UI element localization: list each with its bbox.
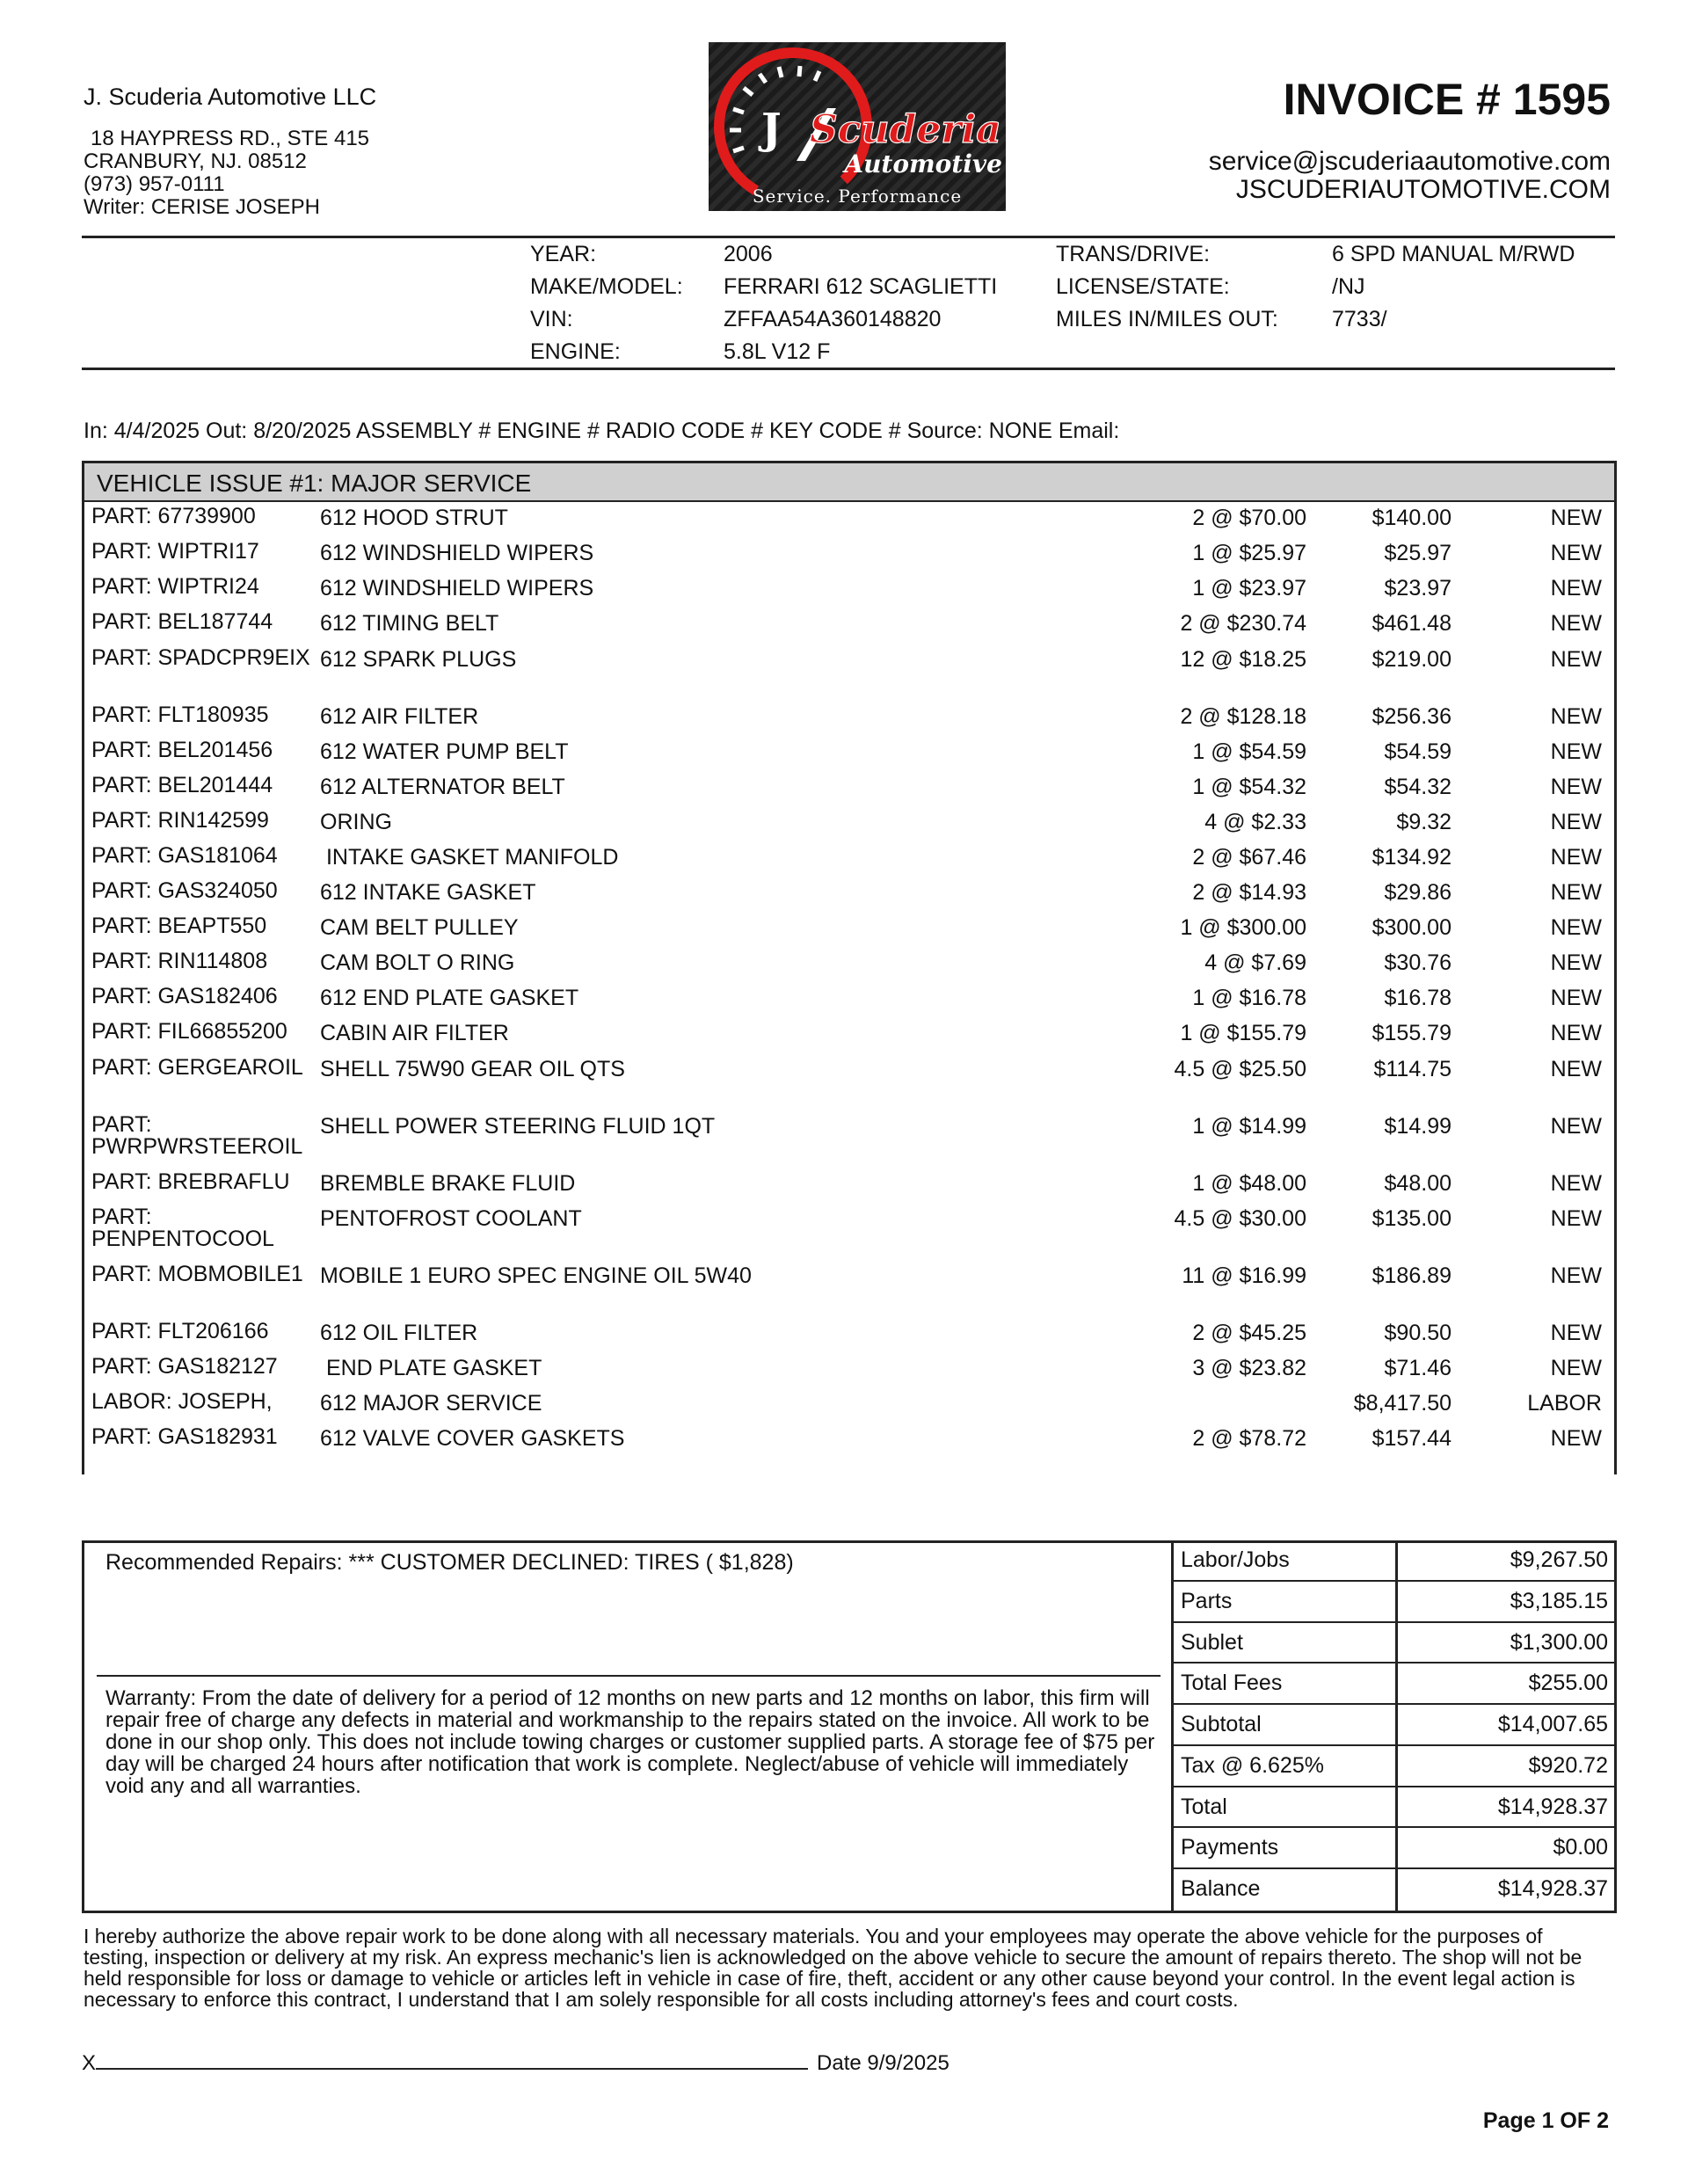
totals-separator (1395, 1582, 1398, 1621)
part-amount: $54.32 (1384, 775, 1452, 799)
logo-tagline: Service. Performance (752, 186, 963, 207)
summary-box (82, 1540, 1617, 1913)
signature-prefix: X (82, 2051, 97, 2075)
part-quantity-price: 1 @ $155.79 (1180, 1021, 1306, 1045)
part-description: 612 END PLATE GASKET (320, 986, 579, 1010)
totals-row (1171, 1869, 1617, 1911)
part-quantity-price: 1 @ $54.32 (1192, 775, 1306, 799)
part-type: NEW (1550, 775, 1602, 799)
part-amount: $48.00 (1384, 1171, 1452, 1196)
part-description: SHELL 75W90 GEAR OIL QTS (320, 1057, 625, 1081)
authorization-text: I hereby authorize the above repair work to be done along with all necessary materials. You and your employees may operate the above vehicle for the purposes of testing, inspection or delivery at my risk. An express mechanic's lien is acknowledged on the above vehicle to secure the amount of repairs thereto. The shop will not be held responsible for loss or damage to vehicle or articles left in vehicle in case of fire, theft, accident or any other cause beyond your control. In the event legal action is necessary to enforce this contract, I understand that I am solely responsible for all costs including attorney's fees and court costs. (84, 1925, 1582, 2011)
part-type: NEW (1550, 1021, 1602, 1045)
part-amount: $114.75 (1373, 1057, 1452, 1081)
part-code: PART: BEAPT550 (91, 914, 267, 938)
page-number: Page 1 OF 2 (1482, 2108, 1609, 2133)
trans-label: TRANS/DRIVE: (1056, 242, 1211, 266)
warranty-text: Warranty: From the date of delivery for a period of 12 months on new parts and 12 months on labor, this firm will repair free of charge any defects in material and workmanship to the repairs stated on the invoice. All work to be done in our shop only. This does not include towing charges or customer supplied parts. A storage fee of $75 per day will be charged 24 hours after notification that work is complete. Neglect/abuse of vehicle will immediately void any and all warranties. (106, 1686, 1155, 1798)
logo-scuderia: Scuderia (810, 107, 1001, 152)
part-description: 612 INTAKE GASKET (320, 880, 536, 905)
part-quantity-price: 1 @ $48.00 (1192, 1171, 1306, 1196)
part-description: 612 SPARK PLUGS (320, 647, 517, 672)
part-quantity-price: 2 @ $128.18 (1180, 704, 1306, 729)
part-amount: $30.76 (1384, 950, 1452, 975)
part-description: SHELL POWER STEERING FLUID 1QT (320, 1114, 716, 1139)
part-amount: $25.97 (1384, 541, 1452, 565)
part-code: PART: RIN142599 (91, 808, 269, 833)
part-type: NEW (1550, 880, 1602, 905)
part-quantity-price: 2 @ $70.00 (1192, 506, 1306, 530)
part-description: 612 AIR FILTER (320, 704, 479, 729)
totals-value: $255.00 (1528, 1671, 1608, 1696)
part-code: PART: PWRPWRSTEEROIL (91, 1112, 303, 1159)
part-amount: $29.86 (1384, 880, 1452, 905)
part-type: NEW (1550, 704, 1602, 729)
signature-field[interactable] (96, 2049, 808, 2070)
part-type: NEW (1550, 950, 1602, 975)
totals-separator (1395, 1787, 1398, 1827)
part-quantity-price: 4 @ $7.69 (1204, 950, 1306, 975)
totals-value: $1,300.00 (1510, 1629, 1608, 1655)
totals-value: $3,185.15 (1510, 1588, 1608, 1613)
part-code: PART: GAS181064 (91, 843, 278, 868)
part-code: PART: FLT206166 (91, 1319, 269, 1343)
part-amount: $71.46 (1384, 1356, 1452, 1380)
part-description: CAM BOLT O RING (320, 950, 515, 975)
part-type: LABOR (1527, 1391, 1602, 1416)
logo-graphic (709, 42, 1006, 211)
part-type: NEW (1550, 1171, 1602, 1196)
totals-label: Subtotal (1181, 1712, 1262, 1737)
part-amount: $9.32 (1396, 810, 1452, 834)
totals-row (1171, 1828, 1617, 1869)
part-amount: $256.36 (1372, 704, 1452, 729)
part-amount: $140.00 (1372, 506, 1452, 530)
part-type: NEW (1550, 1356, 1602, 1380)
part-type: NEW (1550, 1057, 1602, 1081)
part-code: PART: BEL187744 (91, 609, 273, 634)
totals-label: Sublet (1181, 1629, 1243, 1655)
part-description: 612 VALVE COVER GASKETS (320, 1426, 625, 1451)
totals-value: $14,007.65 (1497, 1712, 1608, 1737)
part-description: 612 TIMING BELT (320, 611, 499, 636)
part-type: NEW (1550, 611, 1602, 636)
totals-row (1171, 1787, 1617, 1829)
totals-row (1171, 1705, 1617, 1746)
vin-label: VIN: (530, 307, 573, 331)
part-code: PART: BREBRAFLU (91, 1169, 290, 1194)
totals-label: Balance (1181, 1876, 1261, 1902)
make-label: MAKE/MODEL: (530, 274, 683, 299)
totals-value: $14,928.37 (1497, 1876, 1608, 1902)
part-code: PART: SPADCPR9EIX (91, 645, 310, 670)
totals-label: Total (1181, 1794, 1227, 1819)
service-meta-line: In: 4/4/2025 Out: 8/20/2025 ASSEMBLY # ENGINE # RADIO CODE # KEY CODE # Source: NONE Email: (84, 419, 1120, 443)
part-amount: $155.79 (1372, 1021, 1452, 1045)
vin-value: ZFFAA54A360148820 (724, 307, 942, 331)
part-code: PART: GAS182406 (91, 984, 278, 1008)
part-description: BREMBLE BRAKE FLUID (320, 1171, 576, 1196)
part-description: 612 ALTERNATOR BELT (320, 775, 565, 799)
totals-row (1171, 1540, 1617, 1582)
shop-email: service@jscuderiaautomotive.com (1208, 147, 1611, 176)
part-quantity-price: 11 @ $16.99 (1182, 1263, 1306, 1288)
part-amount: $54.59 (1384, 739, 1452, 764)
part-type: NEW (1550, 986, 1602, 1010)
part-code: PART: BEL201444 (91, 773, 273, 797)
part-code: PART: WIPTRI24 (91, 574, 259, 599)
part-type: NEW (1550, 915, 1602, 940)
totals-separator (1395, 1828, 1398, 1867)
address-line2: CRANBURY, NJ. 08512 (84, 149, 307, 173)
part-description: 612 WINDSHIELD WIPERS (320, 576, 594, 601)
part-quantity-price: 1 @ $23.97 (1192, 576, 1306, 601)
totals-separator (1395, 1705, 1398, 1744)
totals-label: Total Fees (1181, 1671, 1283, 1696)
part-amount: $186.89 (1372, 1263, 1452, 1288)
recommended-repairs: Recommended Repairs: *** CUSTOMER DECLINED: TIRES ( $1,828) (106, 1550, 794, 1575)
year-value: 2006 (724, 242, 773, 266)
part-code: PART: BEL201456 (91, 738, 273, 762)
totals-separator (1395, 1746, 1398, 1786)
totals-label: Parts (1181, 1588, 1233, 1613)
part-type: NEW (1550, 845, 1602, 870)
part-type: NEW (1550, 739, 1602, 764)
part-type: NEW (1550, 541, 1602, 565)
totals-row (1171, 1582, 1617, 1623)
totals-label: Payments (1181, 1835, 1279, 1860)
engine-label: ENGINE: (530, 339, 621, 364)
part-description: CAM BELT PULLEY (320, 915, 519, 940)
writer: Writer: CERISE JOSEPH (84, 195, 320, 219)
part-description: 612 MAJOR SERVICE (320, 1391, 542, 1416)
part-quantity-price: 2 @ $67.46 (1192, 845, 1306, 870)
part-amount: $134.92 (1372, 845, 1452, 870)
part-amount: $157.44 (1372, 1426, 1452, 1451)
shop-website: JSCUDERIAUTOMOTIVE.COM (1235, 175, 1611, 204)
part-amount: $8,417.50 (1353, 1391, 1452, 1416)
part-quantity-price: 12 @ $18.25 (1180, 647, 1306, 672)
part-code: PART: 67739900 (91, 504, 256, 528)
company-name: J. Scuderia Automotive LLC (84, 84, 377, 110)
miles-label: MILES IN/MILES OUT: (1056, 307, 1278, 331)
invoice-title: INVOICE # 1595 (1283, 75, 1611, 124)
part-amount: $135.00 (1372, 1206, 1452, 1231)
part-description: INTAKE GASKET MANIFOLD (320, 845, 619, 870)
company-logo (709, 42, 1006, 211)
totals-separator (1395, 1623, 1398, 1663)
part-code: PART: WIPTRI17 (91, 539, 259, 564)
part-code: PART: GAS182931 (91, 1424, 278, 1449)
part-description: PENTOFROST COOLANT (320, 1206, 582, 1231)
totals-row (1171, 1746, 1617, 1787)
totals-row (1171, 1623, 1617, 1664)
totals-separator (1395, 1663, 1398, 1703)
license-value: /NJ (1332, 274, 1365, 299)
issue-header (84, 463, 1614, 502)
license-label: LICENSE/STATE: (1056, 274, 1230, 299)
logo-automotive: Automotive (844, 149, 1002, 178)
part-quantity-price: 4.5 @ $25.50 (1174, 1057, 1306, 1081)
part-quantity-price: 2 @ $230.74 (1180, 611, 1306, 636)
part-amount: $90.50 (1384, 1321, 1452, 1345)
part-quantity-price: 1 @ $16.78 (1192, 986, 1306, 1010)
totals-label: Tax @ 6.625% (1181, 1752, 1324, 1778)
part-description: END PLATE GASKET (320, 1356, 542, 1380)
totals-table (1171, 1540, 1617, 1911)
part-code: PART: MOBMOBILE1 (91, 1262, 303, 1286)
part-code: PART: FLT180935 (91, 703, 269, 727)
recommended-divider (97, 1675, 1160, 1677)
part-quantity-price: 3 @ $23.82 (1192, 1356, 1306, 1380)
logo-j: J (761, 105, 782, 154)
engine-value: 5.8L V12 F (724, 339, 831, 364)
part-quantity-price: 1 @ $300.00 (1180, 915, 1306, 940)
part-quantity-price: 1 @ $25.97 (1192, 541, 1306, 565)
address-line1: 18 HAYPRESS RD., STE 415 (91, 127, 370, 150)
part-quantity-price: 2 @ $78.72 (1192, 1426, 1306, 1451)
part-code: PART: RIN114808 (91, 949, 268, 973)
part-description: MOBILE 1 EURO SPEC ENGINE OIL 5W40 (320, 1263, 752, 1288)
company-phone: (973) 957-0111 (84, 172, 225, 196)
totals-separator (1395, 1540, 1398, 1580)
signature-date: Date 9/9/2025 (817, 2051, 950, 2075)
header-divider-top (82, 236, 1615, 238)
trans-value: 6 SPD MANUAL M/RWD (1332, 242, 1575, 266)
part-description: 612 HOOD STRUT (320, 506, 508, 530)
parts-table (82, 461, 1617, 1474)
totals-value: $9,267.50 (1510, 1547, 1608, 1572)
part-code: PART: FIL66855200 (91, 1019, 287, 1044)
part-code: PART: GAS182127 (91, 1354, 278, 1379)
totals-label: Labor/Jobs (1181, 1547, 1290, 1572)
part-description: 612 WINDSHIELD WIPERS (320, 541, 594, 565)
totals-row (1171, 1663, 1617, 1705)
totals-separator (1395, 1869, 1398, 1911)
part-code: PART: GERGEAROIL (91, 1055, 303, 1080)
part-amount: $461.48 (1372, 611, 1452, 636)
issue-title: VEHICLE ISSUE #1: MAJOR SERVICE (97, 470, 532, 497)
part-quantity-price: 1 @ $54.59 (1192, 739, 1306, 764)
part-type: NEW (1550, 810, 1602, 834)
part-quantity-price: 4 @ $2.33 (1204, 810, 1306, 834)
part-type: NEW (1550, 1263, 1602, 1288)
part-quantity-price: 1 @ $14.99 (1192, 1114, 1306, 1139)
part-type: NEW (1550, 1321, 1602, 1345)
part-type: NEW (1550, 1426, 1602, 1451)
part-amount: $300.00 (1372, 915, 1452, 940)
part-description: ORING (320, 810, 392, 834)
part-quantity-price: 4.5 @ $30.00 (1174, 1206, 1306, 1231)
part-code: PART: GAS324050 (91, 878, 278, 903)
year-label: YEAR: (530, 242, 597, 266)
part-type: NEW (1550, 1114, 1602, 1139)
part-amount: $16.78 (1384, 986, 1452, 1010)
part-quantity-price: 2 @ $14.93 (1192, 880, 1306, 905)
make-value: FERRARI 612 SCAGLIETTI (724, 274, 998, 299)
part-description: CABIN AIR FILTER (320, 1021, 509, 1045)
part-type: NEW (1550, 647, 1602, 672)
part-quantity-price: 2 @ $45.25 (1192, 1321, 1306, 1345)
part-amount: $219.00 (1372, 647, 1452, 672)
part-type: NEW (1550, 576, 1602, 601)
part-type: NEW (1550, 506, 1602, 530)
miles-value: 7733/ (1332, 307, 1387, 331)
part-code: PART: PENPENTOCOOL (91, 1205, 274, 1251)
part-description: 612 OIL FILTER (320, 1321, 478, 1345)
part-amount: $14.99 (1384, 1114, 1452, 1139)
part-description: 612 WATER PUMP BELT (320, 739, 569, 764)
totals-value: $920.72 (1528, 1752, 1608, 1778)
part-code: LABOR: JOSEPH, (91, 1389, 273, 1414)
header-divider-bottom (82, 368, 1615, 370)
company-address (84, 127, 369, 219)
part-type: NEW (1550, 1206, 1602, 1231)
part-amount: $23.97 (1384, 576, 1452, 601)
totals-value: $0.00 (1553, 1835, 1608, 1860)
signature-line (82, 2049, 950, 2076)
totals-value: $14,928.37 (1497, 1794, 1608, 1819)
contact-block (1209, 148, 1611, 204)
